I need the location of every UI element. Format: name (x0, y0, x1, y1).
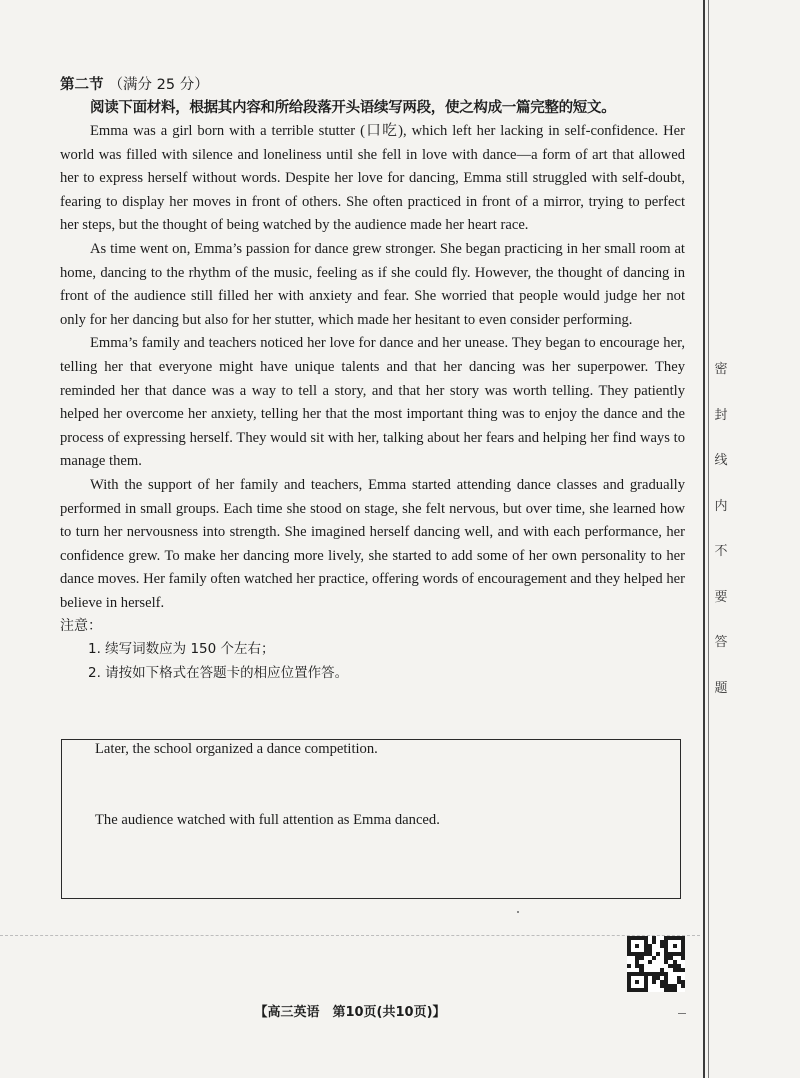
section-title: 第二节 (60, 77, 104, 93)
binding-char: 要 (714, 589, 728, 605)
section-instruction: 阅读下面材料，根据其内容和所给段落开头语续写两段，使之构成一篇完整的短文。 (90, 100, 616, 116)
footer-mark (678, 1013, 686, 1014)
notice-title: 注意： (60, 618, 102, 635)
paragraph-opening-1: Later, the school organized a dance competition. (95, 741, 378, 757)
passage-paragraph-3: Emma’s family and teachers noticed her love for dance and her unease. They began to encourage her, telling her that everyone might have unique talents and that her dancing was her superpower. They reminded her that dance was a way to tell a story, and that her story was worth telling. They patiently helped her overcome her anxiety, telling her that the most important thing was to enjoy the dance and the process of expressing herself. They would sit with her, talking about her fears and helping her find ways to manage them. (60, 335, 685, 470)
page-footer: 【高三英语 第10页(共10页)】 (254, 1005, 446, 1020)
binding-char: 不 (714, 544, 728, 559)
binding-char: 题 (714, 680, 728, 696)
passage-paragraph-2: As time went on, Emma’s passion for dance grew stronger. She began practicing in her small room at home, dancing to the rhythm of the music, feeling as if she could fly. However, the thought of dancing in front of the audience still filled her with anxiety and fear. She worried that people would judge her not only for her dancing but also for her stutter, which made her hesitant to even consider performing. (60, 240, 685, 328)
binding-line-inner (708, 0, 709, 1078)
section-score: （满分 25 分） (108, 77, 209, 93)
passage-paragraph-4: With the support of her family and teachers, Emma started attending dance classes and gradually performed in small groups. Each time she stood on stage, she felt nervous, but over time, she learned how to turn her nervousness into strength. She imagined herself dancing well, and with each performance, her confidence grew. To make her dancing more lively, she started to add some of her own personality to her dance moves. Her family often watched her practice, offering words of encouragement and they helped her believe in herself. (60, 476, 685, 611)
binding-char: 密 (714, 362, 728, 377)
notice-item-2: 2. 请按如下格式在答题卡的相应位置作答。 (88, 665, 349, 682)
binding-char: 答 (714, 635, 728, 650)
binding-char: 封 (714, 407, 728, 423)
question-content (60, 74, 685, 685)
dashed-divider (0, 935, 700, 936)
binding-char: 内 (714, 498, 728, 514)
section-heading (60, 74, 685, 96)
binding-notice (712, 362, 730, 726)
paragraph-opening-2: The audience watched with full attention as Emma danced. (95, 812, 440, 828)
speck (517, 911, 519, 913)
passage-paragraph-1: Emma was a girl born with a terrible stutter (口吃), which left her lacking in self-confidence. Her world was filled with silence and loneliness until she fell in love with dance—a form of art that allowed her to express herself without words. Despite her love for dancing, Emma still struggled with self-doubt, fearing to display her moves in front of others. She often practiced in front of a mirror, trying to perfect her steps, but the thought of being watched by the audience made her heart race. (60, 123, 685, 234)
qr-code-icon (627, 936, 685, 992)
binding-char: 线 (714, 453, 728, 468)
binding-line-outer (703, 0, 705, 1078)
answer-format-box (61, 739, 681, 899)
notice-item-1: 1. 续写词数应为 150 个左右； (88, 641, 275, 658)
